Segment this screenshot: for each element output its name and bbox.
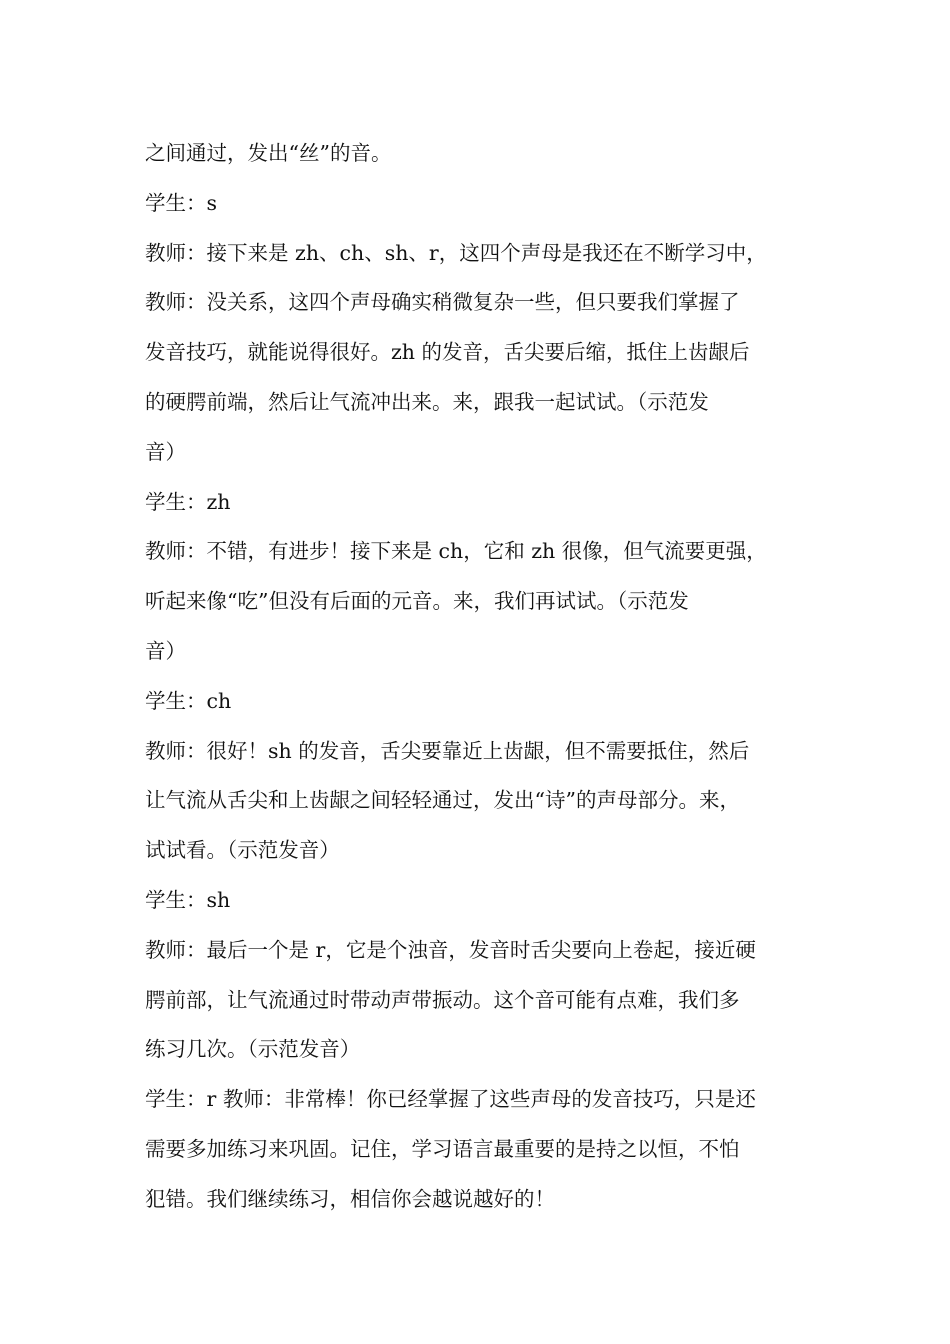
text-line: 音） (145, 439, 186, 464)
text-line: 学生：zh (145, 489, 231, 514)
text-line: 音） (145, 638, 186, 663)
text-line: 腭前部，让气流通过时带动声带振动。这个音可能有点难，我们多 (145, 987, 740, 1012)
dialogue-text (145, 132, 835, 1228)
text-line: 让气流从舌尖和上齿龈之间轻轻通过，发出“诗”的声母部分。来， (145, 788, 740, 813)
text-line: 学生：ch (145, 688, 232, 713)
text-line: 犯错。我们继续练习，相信你会越说越好的！ (145, 1186, 555, 1211)
text-line: 学生：s (145, 190, 218, 215)
text-line: 试试看。（示范发音） (145, 838, 340, 863)
text-line: 学生：sh (145, 887, 231, 912)
text-line: 教师：最后一个是 r，它是个浊音，发音时舌尖要向上卷起，接近硬 (145, 937, 756, 962)
text-line: 的硬腭前端，然后让气流冲出来。来，跟我一起试试。（示范发 (145, 389, 709, 414)
text-line: 教师：不错，有进步！接下来是 ch，它和 zh 很像，但气流要更强， (145, 539, 767, 564)
text-line: 教师：接下来是 zh、ch、sh、r，这四个声母是我还在不断学习中， (145, 240, 767, 265)
text-line: 教师：很好！sh 的发音，舌尖要靠近上齿龈，但不需要抵住，然后 (145, 738, 750, 763)
text-line: 教师：没关系，这四个声母确实稍微复杂一些，但只要我们掌握了 (145, 290, 740, 315)
text-line: 学生：r 教师：非常棒！你已经掌握了这些声母的发音技巧，只是还 (145, 1087, 756, 1112)
text-line: 之间通过，发出“丝”的音。 (145, 141, 392, 165)
text-line: 听起来像“吃”但没有后面的元音。来，我们再试试。（示范发 (145, 589, 689, 614)
text-line: 练习几次。（示范发音） (145, 1037, 361, 1062)
text-line: 发音技巧，就能说得很好。zh 的发音，舌尖要后缩，抵住上齿龈后 (145, 340, 750, 365)
text-line: 需要多加练习来巩固。记住，学习语言最重要的是持之以恒，不怕 (145, 1136, 740, 1161)
